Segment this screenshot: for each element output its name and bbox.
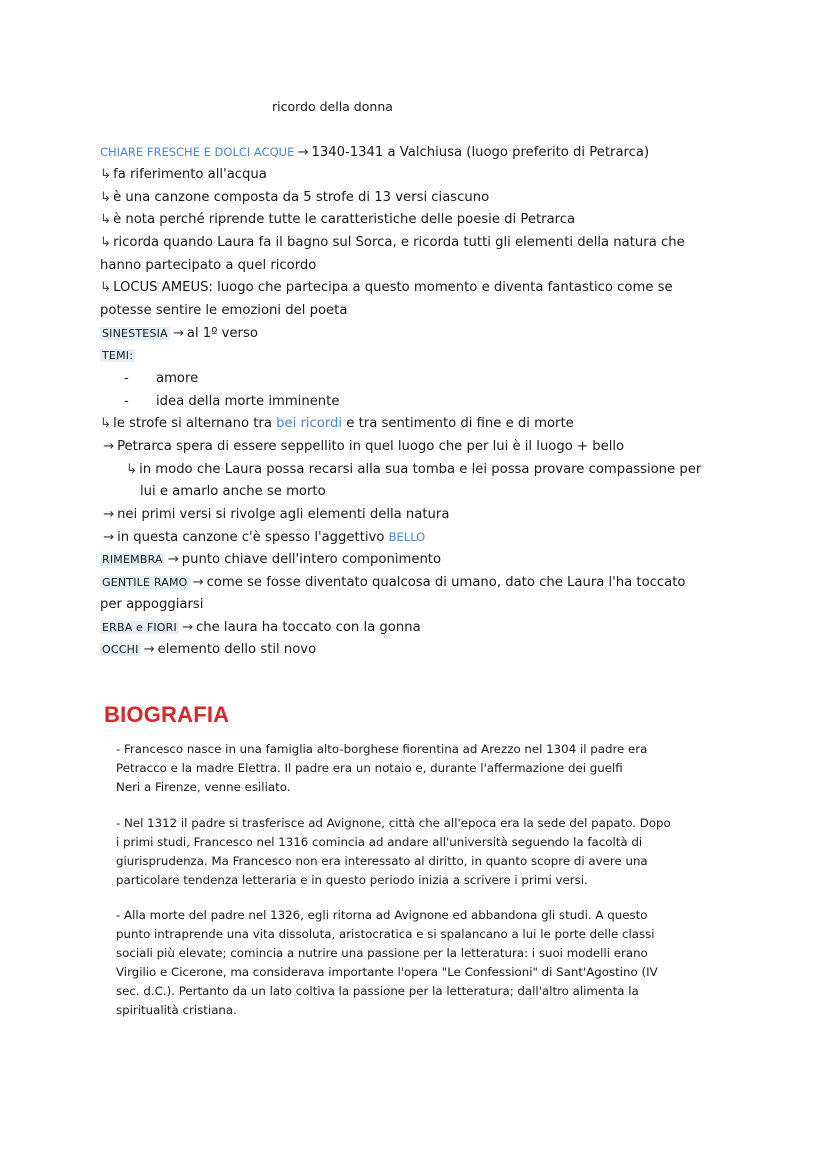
paragraph-line: sec. d.C.). Pertanto da un lato coltiva la passione per la letteratura; dall'altro alimenta la	[116, 984, 639, 998]
note-text: in questa canzone c'è spesso l'aggettivo	[117, 530, 385, 545]
list-item-text: amore	[156, 371, 199, 386]
paragraph-line: giurisprudenza. Ma Francesco non era interessato al diritto, in quanto scopre di avere una	[116, 854, 648, 868]
sub-arrow-icon: ↳	[100, 280, 112, 295]
note-line	[100, 234, 685, 252]
note-text: come se fosse diventato qualcosa di umano, dato che Laura l'ha toccato	[206, 575, 686, 590]
poem-title: CHIARE FRESCHE E DOLCI ACQUE	[100, 145, 295, 159]
keyword-highlight: RIMEMBRA	[102, 553, 163, 566]
arrow-icon: →	[192, 575, 204, 590]
note-text: punto chiave dell'intero componimento	[181, 552, 442, 567]
keyword-highlight: SINESTESIA	[102, 327, 168, 340]
note-text: elemento dello stil novo	[157, 642, 317, 657]
arrow-icon: →	[103, 507, 115, 522]
note-line	[100, 166, 267, 184]
keyword-highlight: GENTILE RAMO	[102, 576, 188, 589]
note-text: che laura ha toccato con la gonna	[196, 620, 421, 635]
sinestesia-line	[100, 325, 258, 343]
paragraph-line: sociali più elevate; comincia a nutrire una passione per la letteratura: i suoi modelli erano	[116, 946, 648, 960]
poem-date: 1340-1341 a Valchiusa (luogo preferito di Petrarca)	[311, 145, 650, 160]
note-line	[100, 506, 449, 524]
paragraph-line: punto intraprende una vita dissoluta, aristocratica e si spalancano a lui le porte delle classi	[116, 927, 655, 941]
arrow-icon: →	[181, 620, 194, 635]
sub-arrow-icon: ↳	[100, 190, 112, 205]
biografia-paragraph-3	[116, 906, 658, 1020]
erba-line	[100, 619, 421, 637]
list-item-text: idea della morte imminente	[156, 394, 340, 409]
paragraph-line: particolare tendenza letteraria e in questo periodo inizia a scrivere i primi versi.	[116, 873, 588, 887]
note-line: per appoggiarsi	[100, 597, 204, 612]
sub-arrow-icon: ↳	[100, 167, 112, 182]
note-text: e tra sentimento di fine e di morte	[346, 416, 574, 431]
note-text: nei primi versi si rivolge agli elementi della natura	[117, 507, 450, 522]
arrow-icon: →	[172, 326, 184, 341]
note-text: ricorda quando Laura fa il bagno sul Sorca, e ricorda tutti gli elementi della natura che	[113, 235, 685, 250]
keyword-highlight: TEMI:	[102, 349, 134, 362]
paragraph-line: i primi studi, Francesco nel 1316 comincia ad andare all'università seguendo la facoltà di	[116, 835, 643, 849]
biografia-paragraph-1	[116, 740, 647, 797]
arrow-icon: →	[167, 552, 179, 567]
temi-line	[100, 347, 135, 365]
note-line	[126, 461, 701, 479]
sub-arrow-icon: ↳	[100, 235, 112, 250]
paragraph-line: - Nel 1312 il padre si trasferisce ad Avignone, città che all'epoca era la sede del papato. Dopo	[116, 816, 671, 830]
note-line: hanno partecipato a quel ricordo	[100, 258, 317, 273]
note-line	[100, 438, 624, 456]
arrow-icon: →	[103, 439, 115, 454]
note-text: fa riferimento all'acqua	[113, 167, 267, 182]
paragraph-line: Neri a Firenze, venne esiliato.	[116, 780, 291, 794]
note-text: al 1º verso	[186, 326, 258, 341]
arrow-icon: →	[143, 642, 155, 657]
biografia-paragraph-2	[116, 814, 671, 890]
paragraph-line: - Alla morte del padre nel 1326, egli ritorna ad Avignone ed abbandona gli studi. A questo	[116, 908, 648, 922]
paragraph-line: - Francesco nasce in una famiglia alto-borghese fiorentina ad Arezzo nel 1304 il padre era	[116, 742, 648, 756]
note-text: è nota perché riprende tutte le caratteristiche delle poesie di Petrarca	[113, 212, 576, 227]
list-item	[124, 370, 198, 388]
blue-highlight-text: bei ricordi	[276, 416, 343, 431]
sub-arrow-icon: ↳	[100, 212, 112, 227]
arrow-icon: →	[103, 530, 115, 545]
list-item	[124, 393, 339, 411]
note-line	[100, 211, 575, 229]
paragraph-line: Petracco e la madre Elettra. Il padre era un notaio e, durante l'affermazione dei guelfi	[116, 761, 623, 775]
note-text: è una canzone composta da 5 strofe di 13 versi ciascuno	[113, 190, 490, 205]
bullet: -	[124, 394, 129, 409]
note-text: in modo che Laura possa recarsi alla sua tomba e lei possa provare compassione per	[139, 462, 702, 477]
rimembra-line	[100, 551, 441, 569]
poem-title-line	[100, 143, 649, 162]
blue-highlight-text: BELLO	[388, 530, 426, 544]
sub-arrow-icon: ↳	[100, 416, 112, 431]
note-text: le strofe si alternano tra	[113, 416, 272, 431]
note-line	[100, 279, 673, 297]
sub-arrow-icon: ↳	[126, 462, 138, 477]
keyword-highlight: ERBA e FIORI	[102, 621, 177, 634]
note-text: LOCUS AMEUS: luogo che partecipa a questo momento e diventa fantastico come se	[113, 280, 673, 295]
note-line: lui e amarlo anche se morto	[140, 484, 326, 499]
keyword-highlight: OCCHI	[102, 643, 139, 656]
note-line	[100, 415, 574, 433]
occhi-line	[100, 641, 316, 659]
biografia-title: BIOGRAFIA	[104, 702, 230, 727]
note-line	[100, 189, 489, 207]
note-text: Petrarca spera di essere seppellito in quel luogo che per lui è il luogo + bello	[117, 439, 625, 454]
paragraph-line: spiritualità cristiana.	[116, 1003, 237, 1017]
arrow-icon: →	[297, 145, 309, 160]
header-text: ricordo della donna	[272, 99, 393, 114]
note-line: potesse sentire le emozioni del poeta	[100, 303, 348, 318]
note-line	[100, 528, 425, 547]
gentile-line	[100, 574, 686, 592]
bullet: -	[124, 371, 129, 386]
paragraph-line: Virgilio e Cicerone, ma considerava importante l'opera "Le Confessioni" di Sant'Agostino (IV	[116, 965, 658, 979]
